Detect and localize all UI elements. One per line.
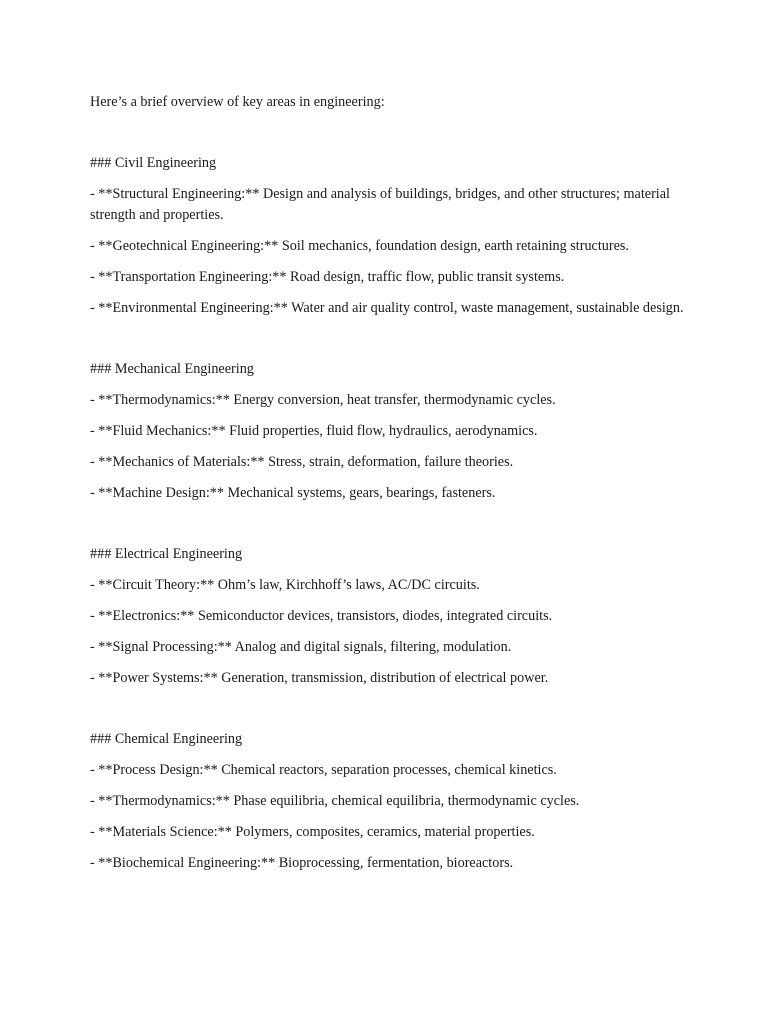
section-heading: ### Civil Engineering	[90, 155, 217, 171]
list-item: - **Geotechnical Engineering:** Soil mechanics, foundation design, earth retaining structures.	[90, 238, 629, 254]
section-civil-engineering	[90, 153, 708, 319]
list-item: - **Thermodynamics:** Energy conversion, heat transfer, thermodynamic cycles.	[90, 392, 556, 408]
section-chemical-engineering	[90, 729, 708, 874]
list-item: - **Circuit Theory:** Ohm’s law, Kirchhoff’s laws, AC/DC circuits.	[90, 577, 480, 593]
list-item: - **Machine Design:** Mechanical systems, gears, bearings, fasteners.	[90, 485, 496, 501]
list-item: - **Thermodynamics:** Phase equilibria, chemical equilibria, thermodynamic cycles.	[90, 793, 580, 809]
list-item: - **Signal Processing:** Analog and digital signals, filtering, modulation.	[90, 639, 512, 655]
list-item: - **Electronics:** Semiconductor devices, transistors, diodes, integrated circuits.	[90, 608, 553, 624]
list-item: - **Environmental Engineering:** Water and air quality control, waste management, sustainable design.	[90, 300, 684, 316]
list-item: - **Transportation Engineering:** Road design, traffic flow, public transit systems.	[90, 269, 565, 285]
list-item: - **Mechanics of Materials:** Stress, strain, deformation, failure theories.	[90, 454, 514, 470]
list-item: - **Biochemical Engineering:** Bioprocessing, fermentation, bioreactors.	[90, 855, 514, 871]
section-heading: ### Chemical Engineering	[90, 731, 243, 747]
intro-text: Here’s a brief overview of key areas in engineering:	[90, 94, 385, 110]
list-item: - **Power Systems:** Generation, transmission, distribution of electrical power.	[90, 670, 549, 686]
list-item: - **Materials Science:** Polymers, composites, ceramics, material properties.	[90, 824, 535, 840]
section-heading: ### Electrical Engineering	[90, 546, 243, 562]
list-item: - **Process Design:** Chemical reactors, separation processes, chemical kinetics.	[90, 762, 557, 778]
section-electrical-engineering	[90, 544, 708, 689]
list-item: - **Structural Engineering:** Design and analysis of buildings, bridges, and other structures; material strength and properties.	[90, 186, 670, 223]
section-mechanical-engineering	[90, 359, 708, 504]
section-heading: ### Mechanical Engineering	[90, 361, 254, 377]
list-item: - **Fluid Mechanics:** Fluid properties, fluid flow, hydraulics, aerodynamics.	[90, 423, 538, 439]
